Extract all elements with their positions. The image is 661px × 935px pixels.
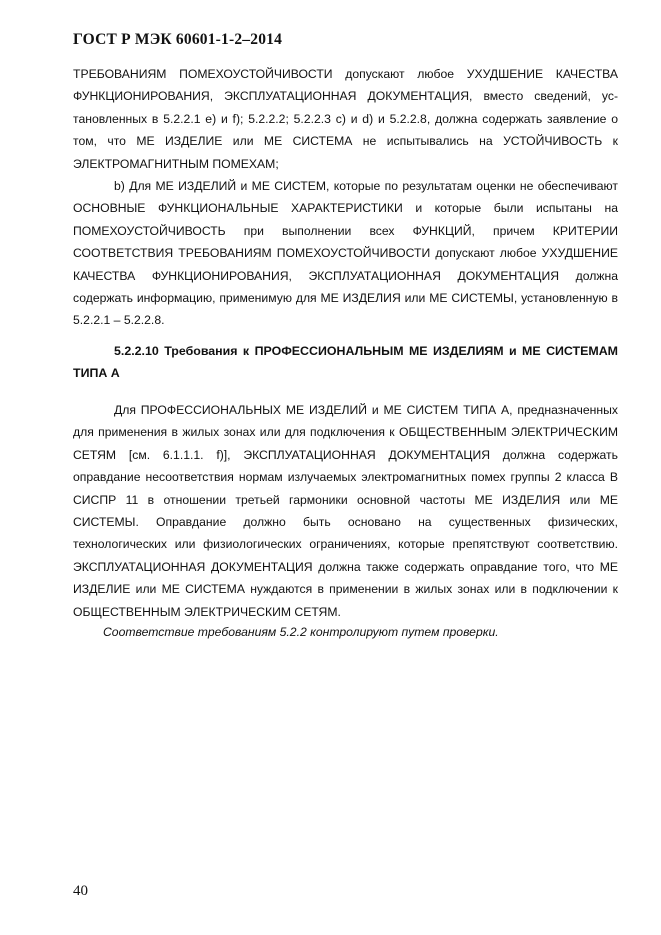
paragraph-compliance-check: Соответствие требованиям 5.2.2 контролируют путем проверки. bbox=[103, 625, 499, 639]
section-heading-5-2-2-10: 5.2.2.10 Требования к ПРОФЕССИОНАЛЬНЫМ МЕ ИЗДЕЛИЯМ и МЕ СИСТЕМАМ ТИПА А bbox=[73, 344, 618, 381]
paragraph-immunity-degradation: ТРЕБОВАНИЯМ ПОМЕХОУСТОЙЧИВОСТИ допускают любое УХУДШЕНИЕ КАЧЕСТВА ФУНКЦИОНИРОВАНИЯ, ЭКСПЛУАТАЦИОННАЯ ДОКУМЕНТАЦИЯ, вместо сведений, установленных в 5.2.2.1 е) и f); 5.2.2.2; 5.2.2.3 с) и d) и 5.2.2.8, должна содержать заявление о том, что МЕ ИЗДЕЛИЕ или МЕ СИСТЕМА не испытывались на УСТОЙЧИВОСТЬ к ЭЛЕКТРОМАГНИТНЫМ ПОМЕХАМ; bbox=[73, 67, 618, 171]
paragraph-item-b: b) Для МЕ ИЗДЕЛИЙ и МЕ СИСТЕМ, которые по результатам оценки не обеспечивают ОСНОВНЫЕ ФУНКЦИОНАЛЬНЫЕ ХАРАКТЕРИСТИКИ и которые были испытаны на ПОМЕХОУСТОЙЧИВОСТЬ при выполнении всех ФУНКЦИЙ, причем КРИТЕРИИ СООТВЕТСТВИЯ ТРЕБОВАНИЯМ ПОМЕХОУСТОЙЧИВОСТИ допускают любое УХУДШЕНИЕ КАЧЕСТВА ФУНКЦИОНИРОВАНИЯ, ЭКСПЛУАТАЦИОННАЯ ДОКУМЕНТАЦИЯ должна содержать информацию, применимую для МЕ ИЗДЕЛИЯ или МЕ СИСТЕМЫ, установленную в 5.2.2.1 – 5.2.2.8. bbox=[73, 179, 618, 328]
page-number: 40 bbox=[73, 883, 88, 899]
document-header: ГОСТ Р МЭК 60601-1-2–2014 bbox=[73, 31, 283, 48]
paragraph-class-a-justification: Для ПРОФЕССИОНАЛЬНЫХ МЕ ИЗДЕЛИЙ и МЕ СИСТЕМ ТИПА А, предназначенных для применения в жилых зонах или для подключения к ОБЩЕСТВЕННЫМ ЭЛЕКТРИЧЕСКИМ СЕТЯМ [см. 6.1.1.1. f)], ЭКСПЛУАТАЦИОННАЯ ДОКУМЕНТАЦИЯ должна содержать оправдание несоответствия нормам излучаемых электромагнитных помех группы 2 класса В СИСПР 11 в отношении третьей гармоники основной частоты МЕ ИЗДЕЛИЯ или МЕ СИСТЕМЫ. Оправдание должно быть основано на существенных физических, технологических или физиологических ограничениях, которые препятствуют соответствию. ЭКСПЛУАТАЦИОННАЯ ДОКУМЕНТАЦИЯ должна также содержать оправдание того, что МЕ ИЗДЕЛИЕ или МЕ СИСТЕМА нуждаются в применении в жилых зонах или в подключении к ОБЩЕСТВЕННЫМ ЭЛЕКТРИЧЕСКИМ СЕТЯМ. bbox=[73, 403, 618, 619]
